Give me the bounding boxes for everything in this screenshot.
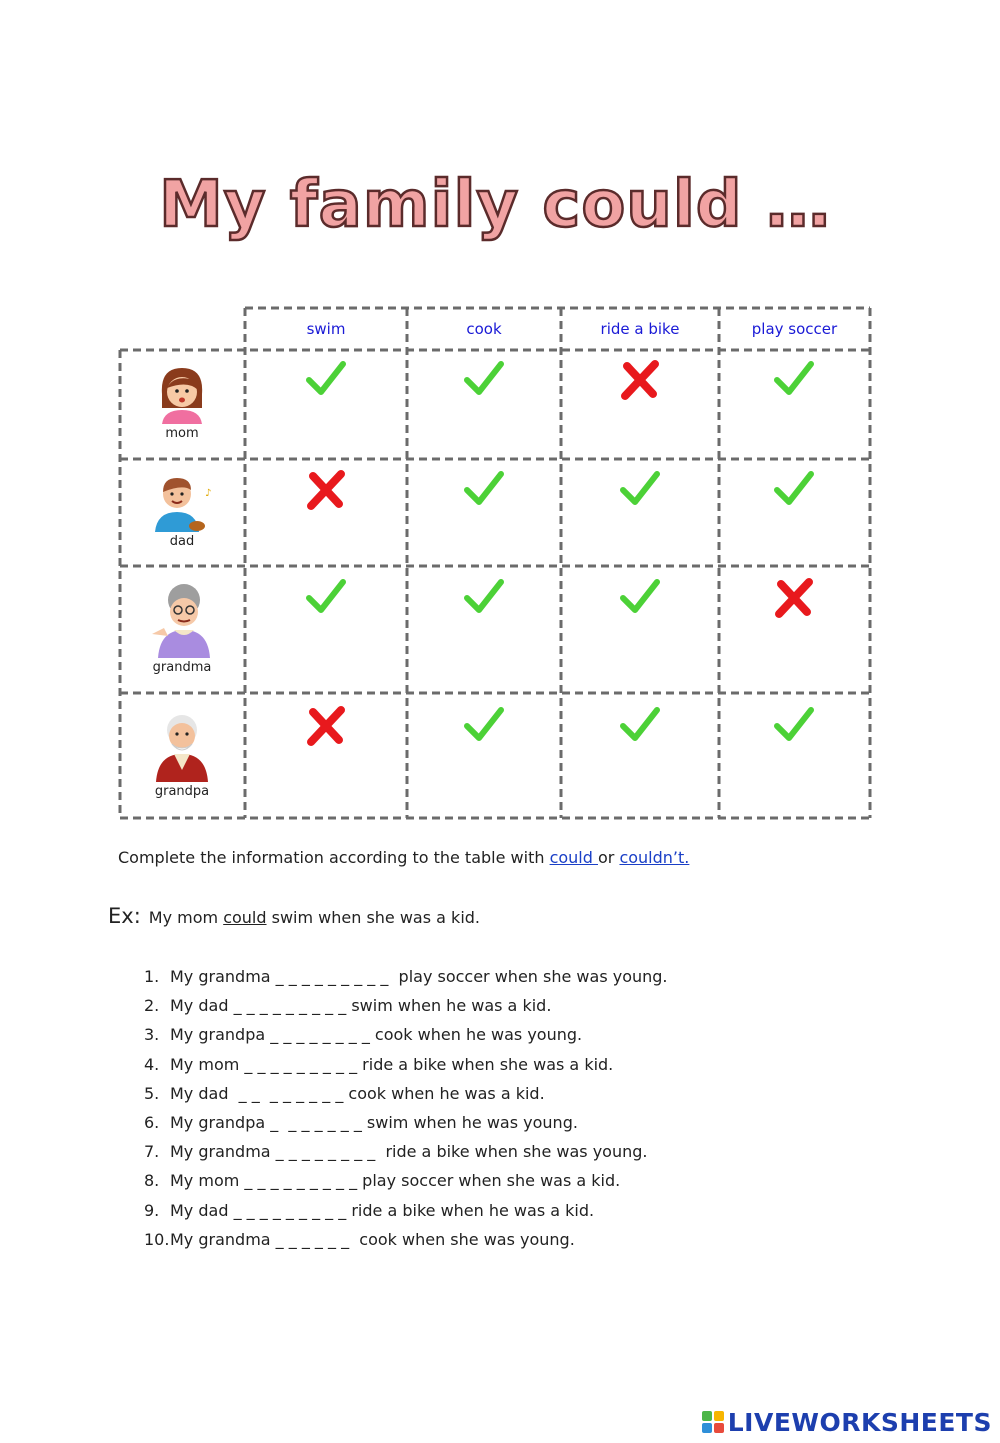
person-label-dad: dad xyxy=(169,534,195,549)
header-cook: cook xyxy=(466,320,502,338)
list-item xyxy=(144,1137,668,1166)
dad-avatar-icon xyxy=(149,472,215,532)
item-text: My grandma _ _ _ _ _ _ cook when she was young. xyxy=(170,1229,575,1249)
row-mom xyxy=(120,364,244,441)
instructions-text: Complete the information according to the table with xyxy=(118,848,550,867)
person-label-grandpa: grandpa xyxy=(154,784,210,799)
check-mark-icon xyxy=(617,702,663,748)
list-item xyxy=(144,991,668,1020)
brand-logo-icon xyxy=(702,1411,724,1433)
item-text: My grandma _ _ _ _ _ _ _ _ _ play soccer when she was young. xyxy=(170,967,668,986)
person-label-grandma: grandma xyxy=(152,660,212,675)
grandma-avatar-icon xyxy=(144,582,220,658)
item-number: 10. xyxy=(144,1229,170,1249)
list-item xyxy=(144,1079,668,1108)
cross-mark-icon xyxy=(617,356,663,402)
example-label: Ex: xyxy=(108,904,141,928)
svg-text:♪: ♪ xyxy=(205,488,212,499)
check-mark-icon xyxy=(461,356,507,402)
item-text: My grandpa _ _ _ _ _ _ _ _ cook when he was young. xyxy=(170,1025,583,1045)
option-could: could xyxy=(549,848,598,867)
check-mark-icon xyxy=(771,702,817,748)
exercise-list xyxy=(144,962,668,1254)
item-text: My grandpa _ _ _ _ _ _ _ swim when he was young. xyxy=(170,1112,578,1132)
header-swim: swim xyxy=(306,320,346,338)
item-number: 9. xyxy=(144,1200,160,1220)
check-mark-icon xyxy=(303,574,349,620)
header-ride-a-bike: ride a bike xyxy=(600,320,680,338)
item-number: 6. xyxy=(144,1112,160,1132)
header-play-soccer: play soccer xyxy=(751,320,838,338)
item-number: 2. xyxy=(144,996,160,1016)
row-dad xyxy=(120,472,244,549)
example-before: My mom xyxy=(148,908,224,927)
list-item xyxy=(144,1225,668,1254)
list-item xyxy=(144,1050,668,1079)
item-text: My dad _ _ _ _ _ _ _ _ _ swim when he was a kid. xyxy=(170,996,552,1016)
cross-mark-icon xyxy=(303,702,349,748)
cross-mark-icon xyxy=(771,574,817,620)
item-text: My grandma _ _ _ _ _ _ _ _ ride a bike when she was young. xyxy=(170,1142,648,1162)
check-mark-icon xyxy=(461,574,507,620)
option-couldnt: couldn’t. xyxy=(619,848,690,867)
example-answer: could xyxy=(223,908,267,927)
cross-mark-icon xyxy=(303,466,349,512)
check-mark-icon xyxy=(617,466,663,512)
list-item xyxy=(144,962,668,991)
item-text: My dad _ _ _ _ _ _ _ _ cook when he was a kid. xyxy=(170,1083,545,1103)
item-text: My dad _ _ _ _ _ _ _ _ _ ride a bike when he was a kid. xyxy=(170,1200,595,1220)
item-text: My mom _ _ _ _ _ _ _ _ _ play soccer when she was a kid. xyxy=(170,1171,621,1191)
list-item xyxy=(144,1020,668,1049)
instructions xyxy=(118,848,689,867)
row-grandma xyxy=(120,582,244,675)
list-item xyxy=(144,1196,668,1225)
item-number: 3. xyxy=(144,1025,160,1045)
example-after: swim when she was a kid. xyxy=(266,908,480,927)
item-text: My mom _ _ _ _ _ _ _ _ _ ride a bike when she was a kid. xyxy=(170,1054,614,1074)
item-number: 8. xyxy=(144,1171,160,1191)
check-mark-icon xyxy=(461,702,507,748)
grandpa-avatar-icon xyxy=(152,710,212,782)
example-sentence xyxy=(108,904,480,928)
person-label-mom: mom xyxy=(165,426,199,441)
row-grandpa xyxy=(120,710,244,799)
brand-name: LIVEWORKSHEETS xyxy=(727,1407,992,1437)
list-item xyxy=(144,1166,668,1195)
mom-avatar-icon xyxy=(154,364,210,424)
check-mark-icon xyxy=(771,466,817,512)
item-number: 7. xyxy=(144,1142,160,1162)
page-title: My family could … xyxy=(159,168,831,242)
check-mark-icon xyxy=(617,574,663,620)
list-item xyxy=(144,1108,668,1137)
item-number: 1. xyxy=(144,967,160,986)
check-mark-icon xyxy=(771,356,817,402)
check-mark-icon xyxy=(303,356,349,402)
check-mark-icon xyxy=(461,466,507,512)
item-number: 4. xyxy=(144,1054,160,1074)
item-number: 5. xyxy=(144,1083,160,1103)
liveworksheets-logo[interactable] xyxy=(702,1408,992,1436)
instructions-or: or xyxy=(598,848,620,867)
